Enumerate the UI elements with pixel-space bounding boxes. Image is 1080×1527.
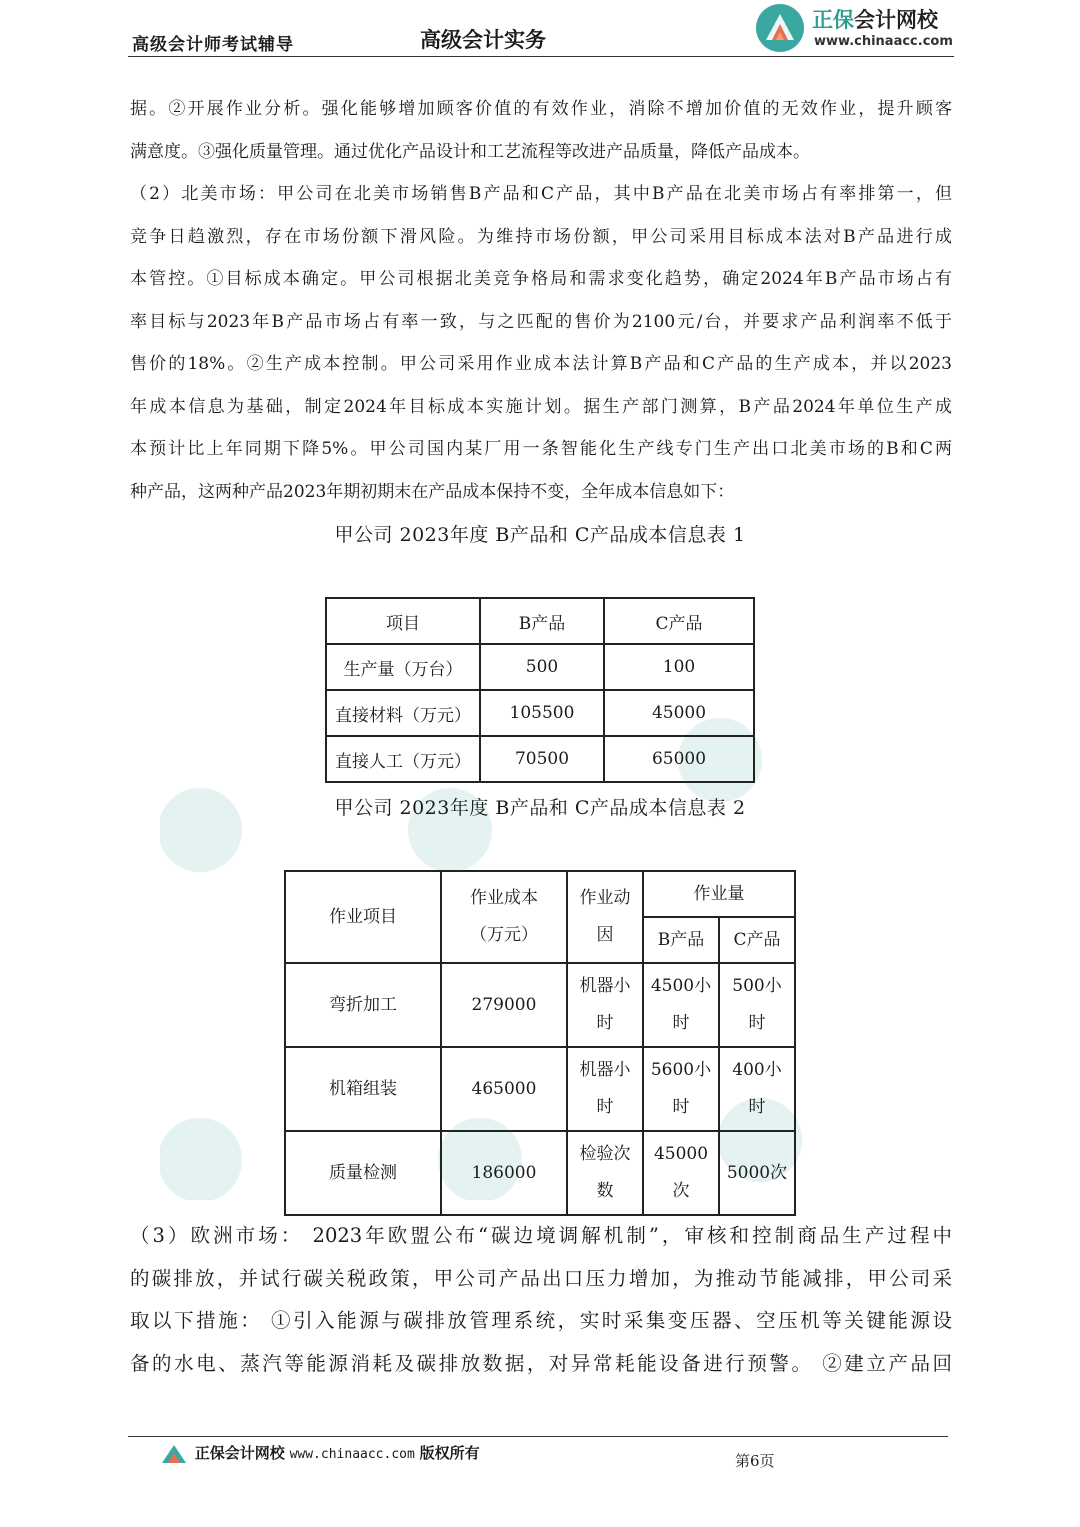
table-row <box>326 644 754 690</box>
table-header-row <box>326 598 754 644</box>
table-cell: 生产量（万台） <box>326 644 480 690</box>
logo-emblem-icon <box>756 4 804 52</box>
table-header-cell: B产品 <box>643 917 719 963</box>
table-cell <box>719 1047 795 1131</box>
table-header-cell <box>567 871 643 963</box>
text-line: 率目标与2023年B产品市场占有率一致，与之匹配的售价为2100元/台，并要求产品利润率不低于 <box>130 311 952 332</box>
section-north-america <box>130 173 952 513</box>
table-cell <box>719 1131 795 1215</box>
table-row <box>326 736 754 782</box>
text-line: 本预计比上年同期下降5%。甲公司国内某厂用一条智能化生产线专门生产出口北美市场的B和C两 <box>130 439 952 459</box>
table1-caption: 甲公司 2023年度 B产品和 C产品成本信息表 1 <box>334 524 746 546</box>
text-line: 备的水电、蒸汽等能源消耗及碳排放数据，对异常耗能设备进行预警。 ②建立产品回 <box>130 1351 952 1375</box>
page-header <box>128 0 954 58</box>
cell-line: 数 <box>596 1181 614 1201</box>
section-europe <box>130 1215 952 1385</box>
cell-line: 机器小 <box>579 976 631 996</box>
footer-brand <box>160 1442 480 1466</box>
header-left-title: 高级会计师考试辅导 <box>132 35 294 55</box>
cell-line: 时 <box>672 1097 690 1117</box>
header-center-title: 高级会计实务 <box>420 27 546 52</box>
cell-line: 时 <box>596 1013 614 1033</box>
header-logo <box>756 2 956 54</box>
table-cell: 186000 <box>441 1131 567 1215</box>
cell-line: 时 <box>748 1013 766 1033</box>
text-line: （2）北美市场：甲公司在北美市场销售B产品和C产品，其中B产品在北美市场占有率排第一，但 <box>130 184 952 204</box>
footer-divider <box>128 1436 948 1437</box>
cell-line: 5600小 <box>650 1060 712 1080</box>
header-line: 作业动 <box>579 888 631 908</box>
cell-line: 时 <box>748 1097 766 1117</box>
table-cell: 机箱组装 <box>285 1047 441 1131</box>
text-line: 据。②开展作业分析。强化能够增加顾客价值的有效作业，消除不增加价值的无效作业，提升顾客 <box>130 99 952 119</box>
table-cell: 105500 <box>480 690 604 736</box>
table-cell <box>567 963 643 1047</box>
cost-table-1 <box>325 597 755 783</box>
cell-line: 500小 <box>732 976 782 996</box>
table-header-row <box>285 871 795 917</box>
footer-brand-name: 正保会计网校 <box>194 1444 285 1462</box>
cell-line: 400小 <box>732 1060 782 1080</box>
table-cell: 70500 <box>480 736 604 782</box>
text-line: 本管控。①目标成本确定。甲公司根据北美竞争格局和需求变化趋势，确定2024年B产品市场占有 <box>130 269 952 289</box>
header-line: 因 <box>596 925 614 945</box>
table-cell: 质量检测 <box>285 1131 441 1215</box>
cell-line: 时 <box>596 1097 614 1117</box>
table-header-cell: B产品 <box>480 598 604 644</box>
table-header-cell: 作业项目 <box>285 871 441 963</box>
table-cell <box>643 1047 719 1131</box>
cell-line: 时 <box>672 1013 690 1033</box>
logo-brand-text: 正保会计网校 <box>812 8 938 32</box>
text-line: 年成本信息为基础，制定2024年目标成本实施计划。据生产部门测算，B产品2024年单位生产成 <box>130 396 952 417</box>
header-line: （万元） <box>470 925 538 945</box>
table-cell: 直接材料（万元） <box>326 690 480 736</box>
table-cell: 45000 <box>604 690 754 736</box>
logo-url: www.chinaacc.com <box>814 34 953 49</box>
table-cell: 500 <box>480 644 604 690</box>
header-divider <box>128 56 954 57</box>
text-line: 竞争日趋激烈，存在市场份额下滑风险。为维持市场份额，甲公司采用目标成本法对B产品进行成 <box>130 226 952 247</box>
table-cell: 弯折加工 <box>285 963 441 1047</box>
table-header-cell: 项目 <box>326 598 480 644</box>
table-row <box>285 1047 795 1131</box>
table-cell <box>643 1131 719 1215</box>
page-number: 第6页 <box>735 1452 775 1470</box>
cell-line: 4500小 <box>650 976 712 996</box>
cell-line: 45000 <box>653 1144 709 1164</box>
table-header-cell: C产品 <box>604 598 754 644</box>
footer-url[interactable]: www.chinaacc.com <box>289 1447 415 1462</box>
table-header-cell: C产品 <box>719 917 795 963</box>
text-line: 取以下措施： ①引入能源与碳排放管理系统，实时采集变压器、空压机等关键能源设 <box>130 1309 952 1332</box>
cost-table-2 <box>284 870 796 1216</box>
table-cell: 279000 <box>441 963 567 1047</box>
table-cell: 直接人工（万元） <box>326 736 480 782</box>
table-row <box>285 1131 795 1215</box>
table-row <box>285 963 795 1047</box>
cell-line: 检验次 <box>579 1144 631 1164</box>
header-line: 作业成本 <box>470 888 538 908</box>
cell-line: 次 <box>672 1181 690 1201</box>
table-cell: 100 <box>604 644 754 690</box>
table-cell: 465000 <box>441 1047 567 1131</box>
table-header-cell: 作业量 <box>643 871 795 917</box>
table-cell <box>567 1131 643 1215</box>
text-line: 满意度。③强化质量管理。通过优化产品设计和工艺流程等改进产品质量，降低产品成本。 <box>130 141 810 162</box>
text-line: 种产品，这两种产品2023年期初期末在产品成本保持不变，全年成本信息如下： <box>130 481 735 502</box>
table-header-cell <box>441 871 567 963</box>
cell-line: 机器小 <box>579 1060 631 1080</box>
text-line: 售价的18%。②生产成本控制。甲公司采用作业成本法计算B产品和C产品的生产成本，并以2023 <box>130 354 952 374</box>
table-cell: 65000 <box>604 736 754 782</box>
table-cell <box>719 963 795 1047</box>
table-cell <box>643 963 719 1047</box>
cell-line: 5000次 <box>726 1162 788 1183</box>
table-row <box>326 690 754 736</box>
intro-paragraph <box>130 88 952 173</box>
table-cell <box>567 1047 643 1131</box>
footer-logo-icon <box>160 1443 190 1465</box>
text-line: （3）欧洲市场： 2023年欧盟公布“碳边境调解机制”，审核和控制商品生产过程中 <box>130 1224 952 1247</box>
footer-rights: 版权所有 <box>419 1444 480 1462</box>
text-line: 的碳排放，并试行碳关税政策，甲公司产品出口压力增加，为推动节能减排，甲公司采 <box>130 1266 952 1290</box>
table2-caption: 甲公司 2023年度 B产品和 C产品成本信息表 2 <box>334 797 746 819</box>
